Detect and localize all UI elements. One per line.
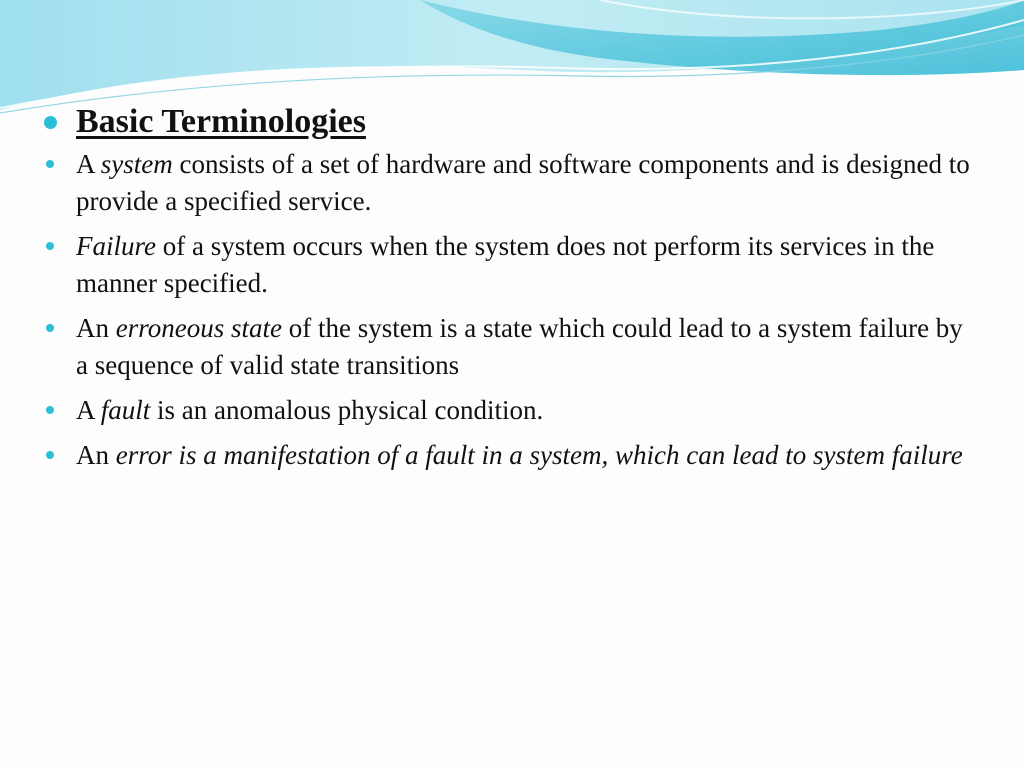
bullet-item: [44, 392, 974, 429]
bullet-icon: [46, 324, 54, 332]
bullet-item: [44, 146, 974, 220]
bullet-text: is an anomalous physical condition.: [150, 395, 544, 425]
bullet-item: [44, 437, 974, 474]
bullet-icon: [46, 451, 54, 459]
term-italic: error is a manifestation of a fault in a system, which can lead to system failure: [115, 440, 963, 470]
bullet-text: A: [76, 149, 101, 179]
bullet-text: An: [76, 313, 116, 343]
term-italic: fault: [100, 395, 151, 425]
bullet-text: of a system occurs when the system does not perform its services in the manner specified.: [76, 231, 935, 298]
bullet-item: [44, 310, 974, 384]
slide-content: [44, 100, 974, 482]
bullet-icon: [46, 242, 54, 250]
bullet-text: A: [76, 395, 101, 425]
bullet-text: of the system is a state which could lead to a system failure by a sequence of valid state transitions: [76, 313, 963, 380]
bullet-list: [44, 100, 974, 474]
slide-heading: Basic Terminologies: [76, 103, 366, 140]
bullet-icon: [46, 160, 54, 168]
bullet-item: [44, 228, 974, 302]
heading-item: [44, 100, 974, 144]
bullet-text: An: [76, 440, 116, 470]
term-italic: erroneous state: [115, 313, 282, 343]
term-italic: Failure: [76, 231, 156, 261]
term-italic: system: [100, 149, 173, 179]
bullet-icon: [44, 116, 57, 129]
bullet-text: consists of a set of hardware and software components and is designed to provide a specified service.: [76, 149, 970, 216]
bullet-icon: [46, 406, 54, 414]
